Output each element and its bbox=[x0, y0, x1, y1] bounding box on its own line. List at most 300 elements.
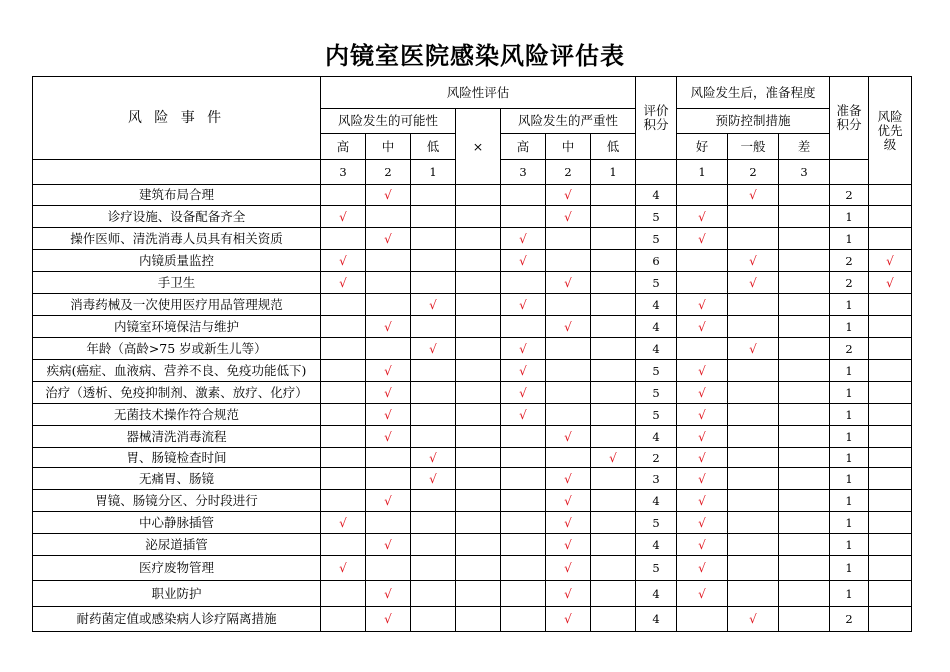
times-cell bbox=[456, 338, 501, 360]
severity-high-cell bbox=[501, 534, 546, 556]
check-mark-icon: √ bbox=[591, 448, 636, 468]
check-mark-icon: √ bbox=[546, 272, 591, 294]
prep-poor-cell bbox=[779, 294, 830, 316]
check-mark-icon: √ bbox=[366, 534, 411, 556]
possibility-low-cell bbox=[411, 490, 456, 512]
check-mark-icon: √ bbox=[501, 250, 546, 272]
prep-poor-cell bbox=[779, 581, 830, 607]
severity-mid-cell bbox=[546, 294, 591, 316]
priority-cell bbox=[869, 316, 912, 338]
possibility-low-cell bbox=[411, 228, 456, 250]
prep-score: 1 bbox=[830, 228, 869, 250]
priority-cell bbox=[869, 294, 912, 316]
check-mark-icon: √ bbox=[546, 185, 591, 206]
priority-cell bbox=[869, 338, 912, 360]
eval-score: 4 bbox=[636, 607, 677, 632]
severity-low-cell bbox=[591, 228, 636, 250]
eval-score: 5 bbox=[636, 360, 677, 382]
table-row bbox=[33, 581, 912, 607]
eval-score: 4 bbox=[636, 316, 677, 338]
prep-score: 1 bbox=[830, 294, 869, 316]
table-row bbox=[33, 185, 912, 206]
severity-mid-cell bbox=[546, 250, 591, 272]
times-cell bbox=[456, 404, 501, 426]
prep-score: 1 bbox=[830, 512, 869, 534]
prep-poor-cell bbox=[779, 468, 830, 490]
check-mark-icon: √ bbox=[546, 512, 591, 534]
severity-low-cell bbox=[591, 534, 636, 556]
eval-score: 3 bbox=[636, 468, 677, 490]
priority-cell bbox=[869, 228, 912, 250]
risk-event-name: 消毒药械及一次使用医疗用品管理规范 bbox=[33, 294, 321, 316]
risk-event-name: 建筑布局合理 bbox=[33, 185, 321, 206]
table-row bbox=[33, 228, 912, 250]
table-row bbox=[33, 360, 912, 382]
severity-low-cell bbox=[591, 468, 636, 490]
possibility-low-cell bbox=[411, 426, 456, 448]
severity-mid-cell bbox=[546, 448, 591, 468]
prep-average-cell bbox=[728, 404, 779, 426]
severity-high-cell bbox=[501, 468, 546, 490]
priority-cell bbox=[869, 426, 912, 448]
prep-score: 1 bbox=[830, 490, 869, 512]
times-cell bbox=[456, 228, 501, 250]
check-mark-icon: √ bbox=[677, 404, 728, 426]
severity-low-cell bbox=[591, 581, 636, 607]
severity-high-cell bbox=[501, 206, 546, 228]
header-poor: 差 bbox=[779, 134, 830, 160]
check-mark-icon: √ bbox=[501, 294, 546, 316]
header-p-score-3: 3 bbox=[321, 160, 366, 185]
risk-event-name: 职业防护 bbox=[33, 581, 321, 607]
check-mark-icon: √ bbox=[677, 512, 728, 534]
table-row bbox=[33, 382, 912, 404]
possibility-low-cell bbox=[411, 382, 456, 404]
table-row bbox=[33, 512, 912, 534]
prep-poor-cell bbox=[779, 185, 830, 206]
priority-cell bbox=[869, 382, 912, 404]
prep-score: 1 bbox=[830, 382, 869, 404]
severity-high-cell bbox=[501, 512, 546, 534]
prep-average-cell bbox=[728, 206, 779, 228]
header-s-score-3: 3 bbox=[501, 160, 546, 185]
table-row bbox=[33, 607, 912, 632]
check-mark-icon: √ bbox=[728, 338, 779, 360]
header-prep-score: 准备积分 bbox=[830, 77, 869, 160]
priority-cell bbox=[869, 490, 912, 512]
risk-event-name: 无痛胃、肠镜 bbox=[33, 468, 321, 490]
check-mark-icon: √ bbox=[321, 272, 366, 294]
prep-score: 1 bbox=[830, 404, 869, 426]
priority-check-icon: √ bbox=[869, 250, 912, 272]
severity-mid-cell bbox=[546, 360, 591, 382]
severity-low-cell bbox=[591, 404, 636, 426]
priority-cell bbox=[869, 607, 912, 632]
possibility-low-cell bbox=[411, 607, 456, 632]
header-prevention: 预防控制措施 bbox=[677, 109, 830, 134]
header-prep-score-2: 2 bbox=[728, 160, 779, 185]
header-s-high: 高 bbox=[501, 134, 546, 160]
header-p-score-1: 1 bbox=[411, 160, 456, 185]
check-mark-icon: √ bbox=[501, 382, 546, 404]
check-mark-icon: √ bbox=[677, 448, 728, 468]
header-s-low: 低 bbox=[591, 134, 636, 160]
possibility-mid-cell bbox=[366, 448, 411, 468]
prep-poor-cell bbox=[779, 360, 830, 382]
header-prepscore-blank bbox=[830, 160, 869, 185]
check-mark-icon: √ bbox=[677, 534, 728, 556]
possibility-high-cell bbox=[321, 490, 366, 512]
severity-high-cell bbox=[501, 581, 546, 607]
check-mark-icon: √ bbox=[411, 448, 456, 468]
header-p-score-2: 2 bbox=[366, 160, 411, 185]
eval-score: 5 bbox=[636, 272, 677, 294]
possibility-low-cell bbox=[411, 316, 456, 338]
possibility-high-cell bbox=[321, 404, 366, 426]
possibility-low-cell bbox=[411, 185, 456, 206]
possibility-low-cell bbox=[411, 206, 456, 228]
check-mark-icon: √ bbox=[411, 294, 456, 316]
times-cell bbox=[456, 556, 501, 581]
prep-score: 1 bbox=[830, 426, 869, 448]
prep-average-cell bbox=[728, 294, 779, 316]
check-mark-icon: √ bbox=[321, 512, 366, 534]
table-row bbox=[33, 426, 912, 448]
check-mark-icon: √ bbox=[411, 338, 456, 360]
page-title: 内镜室医院感染风险评估表 bbox=[325, 42, 625, 70]
possibility-high-cell bbox=[321, 185, 366, 206]
check-mark-icon: √ bbox=[546, 316, 591, 338]
severity-low-cell bbox=[591, 360, 636, 382]
prep-score: 1 bbox=[830, 206, 869, 228]
header-event: 风 险 事 件 bbox=[33, 77, 321, 160]
severity-low-cell bbox=[591, 512, 636, 534]
eval-score: 5 bbox=[636, 404, 677, 426]
possibility-high-cell bbox=[321, 360, 366, 382]
possibility-high-cell bbox=[321, 581, 366, 607]
eval-score: 4 bbox=[636, 338, 677, 360]
prep-score: 2 bbox=[830, 272, 869, 294]
prep-score: 2 bbox=[830, 250, 869, 272]
check-mark-icon: √ bbox=[366, 581, 411, 607]
risk-event-name: 耐药菌定值或感染病人诊疗隔离措施 bbox=[33, 607, 321, 632]
eval-score: 5 bbox=[636, 556, 677, 581]
times-cell bbox=[456, 490, 501, 512]
table-row bbox=[33, 272, 912, 294]
times-cell bbox=[456, 607, 501, 632]
prep-score: 1 bbox=[830, 534, 869, 556]
severity-low-cell bbox=[591, 338, 636, 360]
header-p-high: 高 bbox=[321, 134, 366, 160]
times-cell bbox=[456, 294, 501, 316]
check-mark-icon: √ bbox=[677, 360, 728, 382]
header-priority: 风险优先级 bbox=[869, 77, 912, 185]
times-cell bbox=[456, 272, 501, 294]
severity-mid-cell bbox=[546, 404, 591, 426]
prep-average-cell bbox=[728, 581, 779, 607]
eval-score: 4 bbox=[636, 185, 677, 206]
severity-low-cell bbox=[591, 556, 636, 581]
severity-mid-cell bbox=[546, 338, 591, 360]
risk-event-name: 疾病(癌症、血液病、营养不良、免疫功能低下) bbox=[33, 360, 321, 382]
possibility-mid-cell bbox=[366, 294, 411, 316]
prep-score: 2 bbox=[830, 338, 869, 360]
risk-event-name: 医疗废物管理 bbox=[33, 556, 321, 581]
prep-score: 2 bbox=[830, 607, 869, 632]
prep-average-cell bbox=[728, 316, 779, 338]
severity-high-cell bbox=[501, 448, 546, 468]
prep-score: 1 bbox=[830, 468, 869, 490]
risk-event-name: 治疗（透析、免疫抑制剂、激素、放疗、化疗） bbox=[33, 382, 321, 404]
eval-score: 5 bbox=[636, 228, 677, 250]
check-mark-icon: √ bbox=[321, 556, 366, 581]
check-mark-icon: √ bbox=[677, 490, 728, 512]
prep-score: 1 bbox=[830, 360, 869, 382]
header-s-score-2: 2 bbox=[546, 160, 591, 185]
possibility-mid-cell bbox=[366, 556, 411, 581]
header-event-blank bbox=[33, 160, 321, 185]
prep-score: 1 bbox=[830, 556, 869, 581]
header-times: × bbox=[456, 109, 501, 185]
prep-poor-cell bbox=[779, 534, 830, 556]
check-mark-icon: √ bbox=[501, 338, 546, 360]
check-mark-icon: √ bbox=[677, 382, 728, 404]
severity-low-cell bbox=[591, 382, 636, 404]
header-severity: 风险发生的严重性 bbox=[501, 109, 636, 134]
header-good: 好 bbox=[677, 134, 728, 160]
eval-score: 4 bbox=[636, 534, 677, 556]
check-mark-icon: √ bbox=[546, 490, 591, 512]
risk-event-name: 泌尿道插管 bbox=[33, 534, 321, 556]
header-p-low: 低 bbox=[411, 134, 456, 160]
prep-poor-cell bbox=[779, 316, 830, 338]
severity-high-cell bbox=[501, 490, 546, 512]
prep-good-cell bbox=[677, 607, 728, 632]
possibility-low-cell bbox=[411, 512, 456, 534]
check-mark-icon: √ bbox=[677, 556, 728, 581]
priority-check-icon: √ bbox=[869, 272, 912, 294]
check-mark-icon: √ bbox=[546, 206, 591, 228]
severity-mid-cell bbox=[546, 382, 591, 404]
table-row bbox=[33, 206, 912, 228]
prep-average-cell bbox=[728, 468, 779, 490]
table-row bbox=[33, 534, 912, 556]
eval-score: 4 bbox=[636, 490, 677, 512]
risk-event-name: 胃镜、肠镜分区、分时段进行 bbox=[33, 490, 321, 512]
priority-cell bbox=[869, 360, 912, 382]
prep-poor-cell bbox=[779, 607, 830, 632]
times-cell bbox=[456, 382, 501, 404]
eval-score: 5 bbox=[636, 382, 677, 404]
header-s-score-1: 1 bbox=[591, 160, 636, 185]
severity-high-cell bbox=[501, 426, 546, 448]
severity-low-cell bbox=[591, 206, 636, 228]
check-mark-icon: √ bbox=[366, 360, 411, 382]
possibility-mid-cell bbox=[366, 206, 411, 228]
header-prep-level: 风险发生后，准备程度 bbox=[677, 77, 830, 109]
check-mark-icon: √ bbox=[366, 607, 411, 632]
times-cell bbox=[456, 360, 501, 382]
prep-poor-cell bbox=[779, 338, 830, 360]
possibility-mid-cell bbox=[366, 512, 411, 534]
possibility-high-cell bbox=[321, 382, 366, 404]
prep-average-cell bbox=[728, 490, 779, 512]
prep-poor-cell bbox=[779, 272, 830, 294]
possibility-high-cell bbox=[321, 607, 366, 632]
severity-low-cell bbox=[591, 426, 636, 448]
possibility-high-cell bbox=[321, 338, 366, 360]
eval-score: 4 bbox=[636, 294, 677, 316]
risk-event-name: 内镜室环境保洁与维护 bbox=[33, 316, 321, 338]
priority-cell bbox=[869, 404, 912, 426]
prep-average-cell bbox=[728, 534, 779, 556]
risk-event-name: 年龄（高龄>75 岁或新生儿等） bbox=[33, 338, 321, 360]
check-mark-icon: √ bbox=[366, 490, 411, 512]
times-cell bbox=[456, 581, 501, 607]
times-cell bbox=[456, 426, 501, 448]
possibility-mid-cell bbox=[366, 468, 411, 490]
check-mark-icon: √ bbox=[501, 360, 546, 382]
times-cell bbox=[456, 534, 501, 556]
prep-score: 2 bbox=[830, 185, 869, 206]
check-mark-icon: √ bbox=[366, 382, 411, 404]
header-eval-blank bbox=[636, 160, 677, 185]
check-mark-icon: √ bbox=[728, 607, 779, 632]
priority-cell bbox=[869, 185, 912, 206]
eval-score: 5 bbox=[636, 512, 677, 534]
times-cell bbox=[456, 316, 501, 338]
prep-average-cell bbox=[728, 228, 779, 250]
check-mark-icon: √ bbox=[321, 250, 366, 272]
table-row bbox=[33, 404, 912, 426]
severity-high-cell bbox=[501, 607, 546, 632]
severity-low-cell bbox=[591, 185, 636, 206]
check-mark-icon: √ bbox=[728, 185, 779, 206]
severity-low-cell bbox=[591, 490, 636, 512]
priority-cell bbox=[869, 534, 912, 556]
prep-average-cell bbox=[728, 426, 779, 448]
risk-event-name: 无菌技术操作符合规范 bbox=[33, 404, 321, 426]
check-mark-icon: √ bbox=[728, 272, 779, 294]
eval-score: 4 bbox=[636, 426, 677, 448]
table-row bbox=[33, 294, 912, 316]
severity-low-cell bbox=[591, 250, 636, 272]
header-prep-score-3: 3 bbox=[779, 160, 830, 185]
severity-high-cell bbox=[501, 556, 546, 581]
risk-event-name: 操作医师、清洗消毒人员具有相关资质 bbox=[33, 228, 321, 250]
prep-poor-cell bbox=[779, 404, 830, 426]
eval-score: 2 bbox=[636, 448, 677, 468]
prep-poor-cell bbox=[779, 250, 830, 272]
prep-score: 1 bbox=[830, 581, 869, 607]
risk-event-name: 诊疗设施、设备配备齐全 bbox=[33, 206, 321, 228]
prep-poor-cell bbox=[779, 512, 830, 534]
check-mark-icon: √ bbox=[677, 426, 728, 448]
possibility-high-cell bbox=[321, 426, 366, 448]
severity-low-cell bbox=[591, 272, 636, 294]
times-cell bbox=[456, 512, 501, 534]
prep-poor-cell bbox=[779, 228, 830, 250]
severity-mid-cell bbox=[546, 228, 591, 250]
eval-score: 6 bbox=[636, 250, 677, 272]
possibility-high-cell bbox=[321, 294, 366, 316]
check-mark-icon: √ bbox=[411, 468, 456, 490]
severity-low-cell bbox=[591, 294, 636, 316]
check-mark-icon: √ bbox=[677, 206, 728, 228]
prep-score: 1 bbox=[830, 448, 869, 468]
header-p-mid: 中 bbox=[366, 134, 411, 160]
risk-assessment-table bbox=[32, 76, 912, 632]
header-s-mid: 中 bbox=[546, 134, 591, 160]
possibility-mid-cell bbox=[366, 338, 411, 360]
possibility-high-cell bbox=[321, 468, 366, 490]
check-mark-icon: √ bbox=[546, 581, 591, 607]
header-prep-score-1: 1 bbox=[677, 160, 728, 185]
prep-poor-cell bbox=[779, 556, 830, 581]
possibility-low-cell bbox=[411, 534, 456, 556]
table-row bbox=[33, 448, 912, 468]
check-mark-icon: √ bbox=[546, 534, 591, 556]
prep-average-cell bbox=[728, 448, 779, 468]
risk-event-name: 内镜质量监控 bbox=[33, 250, 321, 272]
priority-cell bbox=[869, 581, 912, 607]
possibility-high-cell bbox=[321, 448, 366, 468]
severity-high-cell bbox=[501, 316, 546, 338]
priority-cell bbox=[869, 206, 912, 228]
possibility-mid-cell bbox=[366, 250, 411, 272]
prep-score: 1 bbox=[830, 316, 869, 338]
risk-event-name: 器械清洗消毒流程 bbox=[33, 426, 321, 448]
risk-event-name: 胃、肠镜检查时间 bbox=[33, 448, 321, 468]
prep-good-cell bbox=[677, 250, 728, 272]
table-row bbox=[33, 316, 912, 338]
severity-high-cell bbox=[501, 185, 546, 206]
severity-low-cell bbox=[591, 607, 636, 632]
risk-event-name: 中心静脉插管 bbox=[33, 512, 321, 534]
prep-poor-cell bbox=[779, 426, 830, 448]
check-mark-icon: √ bbox=[501, 404, 546, 426]
check-mark-icon: √ bbox=[546, 468, 591, 490]
prep-poor-cell bbox=[779, 382, 830, 404]
prep-average-cell bbox=[728, 382, 779, 404]
check-mark-icon: √ bbox=[366, 228, 411, 250]
table-row bbox=[33, 556, 912, 581]
risk-event-name: 手卫生 bbox=[33, 272, 321, 294]
check-mark-icon: √ bbox=[366, 404, 411, 426]
times-cell bbox=[456, 250, 501, 272]
prep-average-cell bbox=[728, 512, 779, 534]
header-risk-eval: 风险性评估 bbox=[321, 77, 636, 109]
table-row bbox=[33, 468, 912, 490]
prep-poor-cell bbox=[779, 448, 830, 468]
eval-score: 4 bbox=[636, 581, 677, 607]
table-body bbox=[33, 185, 912, 632]
possibility-low-cell bbox=[411, 250, 456, 272]
prep-average-cell bbox=[728, 556, 779, 581]
check-mark-icon: √ bbox=[728, 250, 779, 272]
possibility-low-cell bbox=[411, 272, 456, 294]
check-mark-icon: √ bbox=[321, 206, 366, 228]
priority-cell bbox=[869, 468, 912, 490]
header-eval-score: 评价积分 bbox=[636, 77, 677, 160]
check-mark-icon: √ bbox=[366, 426, 411, 448]
check-mark-icon: √ bbox=[366, 316, 411, 338]
severity-low-cell bbox=[591, 316, 636, 338]
check-mark-icon: √ bbox=[546, 556, 591, 581]
priority-cell bbox=[869, 512, 912, 534]
possibility-low-cell bbox=[411, 404, 456, 426]
check-mark-icon: √ bbox=[546, 426, 591, 448]
